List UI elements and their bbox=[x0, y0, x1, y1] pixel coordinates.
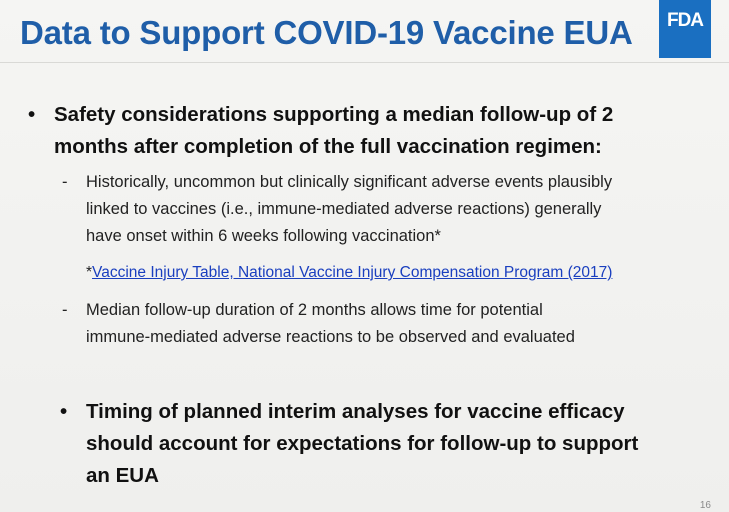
bullet-line: should account for expectations for follow-up to support bbox=[86, 432, 639, 455]
sub-item-line: have onset within 6 weeks following vaccination* bbox=[86, 227, 441, 245]
bullet-symbol: • bbox=[28, 103, 36, 126]
sub-item-line: Historically, uncommon but clinically significant adverse events plausibly bbox=[86, 173, 613, 191]
sub-item-median-follow-up bbox=[62, 297, 575, 351]
slide-title: Data to Support COVID-19 Vaccine EUA bbox=[20, 14, 633, 51]
sub-item-line: immune-mediated adverse reactions to be observed and evaluated bbox=[86, 328, 575, 346]
bullet-line: an EUA bbox=[86, 464, 159, 487]
sub-item-line: linked to vaccines (i.e., immune-mediated adverse reactions) generally bbox=[86, 200, 602, 218]
fda-logo-text: FDA bbox=[666, 10, 704, 31]
footnote bbox=[86, 262, 612, 284]
footnote-asterisk: * bbox=[86, 264, 93, 281]
bullet-line: months after completion of the full vaccination regimen: bbox=[54, 135, 602, 158]
dash-symbol: - bbox=[62, 301, 68, 319]
bullet-line: Timing of planned interim analyses for vaccine efficacy bbox=[86, 400, 625, 423]
bullet-line: Safety considerations supporting a median follow-up of 2 bbox=[54, 103, 614, 126]
title-divider bbox=[0, 62, 729, 63]
dash-symbol: - bbox=[62, 173, 68, 191]
fda-logo bbox=[659, 0, 711, 58]
sub-item-historically bbox=[62, 169, 613, 250]
footnote-link[interactable]: Vaccine Injury Table, National Vaccine Injury Compensation Program (2017) bbox=[92, 264, 613, 281]
bullet-safety-considerations bbox=[28, 99, 614, 163]
page-number: 16 bbox=[699, 500, 711, 511]
bullet-timing-interim-analyses bbox=[60, 396, 639, 492]
sub-item-line: Median follow-up duration of 2 months allows time for potential bbox=[86, 301, 543, 319]
bullet-symbol: • bbox=[60, 400, 68, 423]
